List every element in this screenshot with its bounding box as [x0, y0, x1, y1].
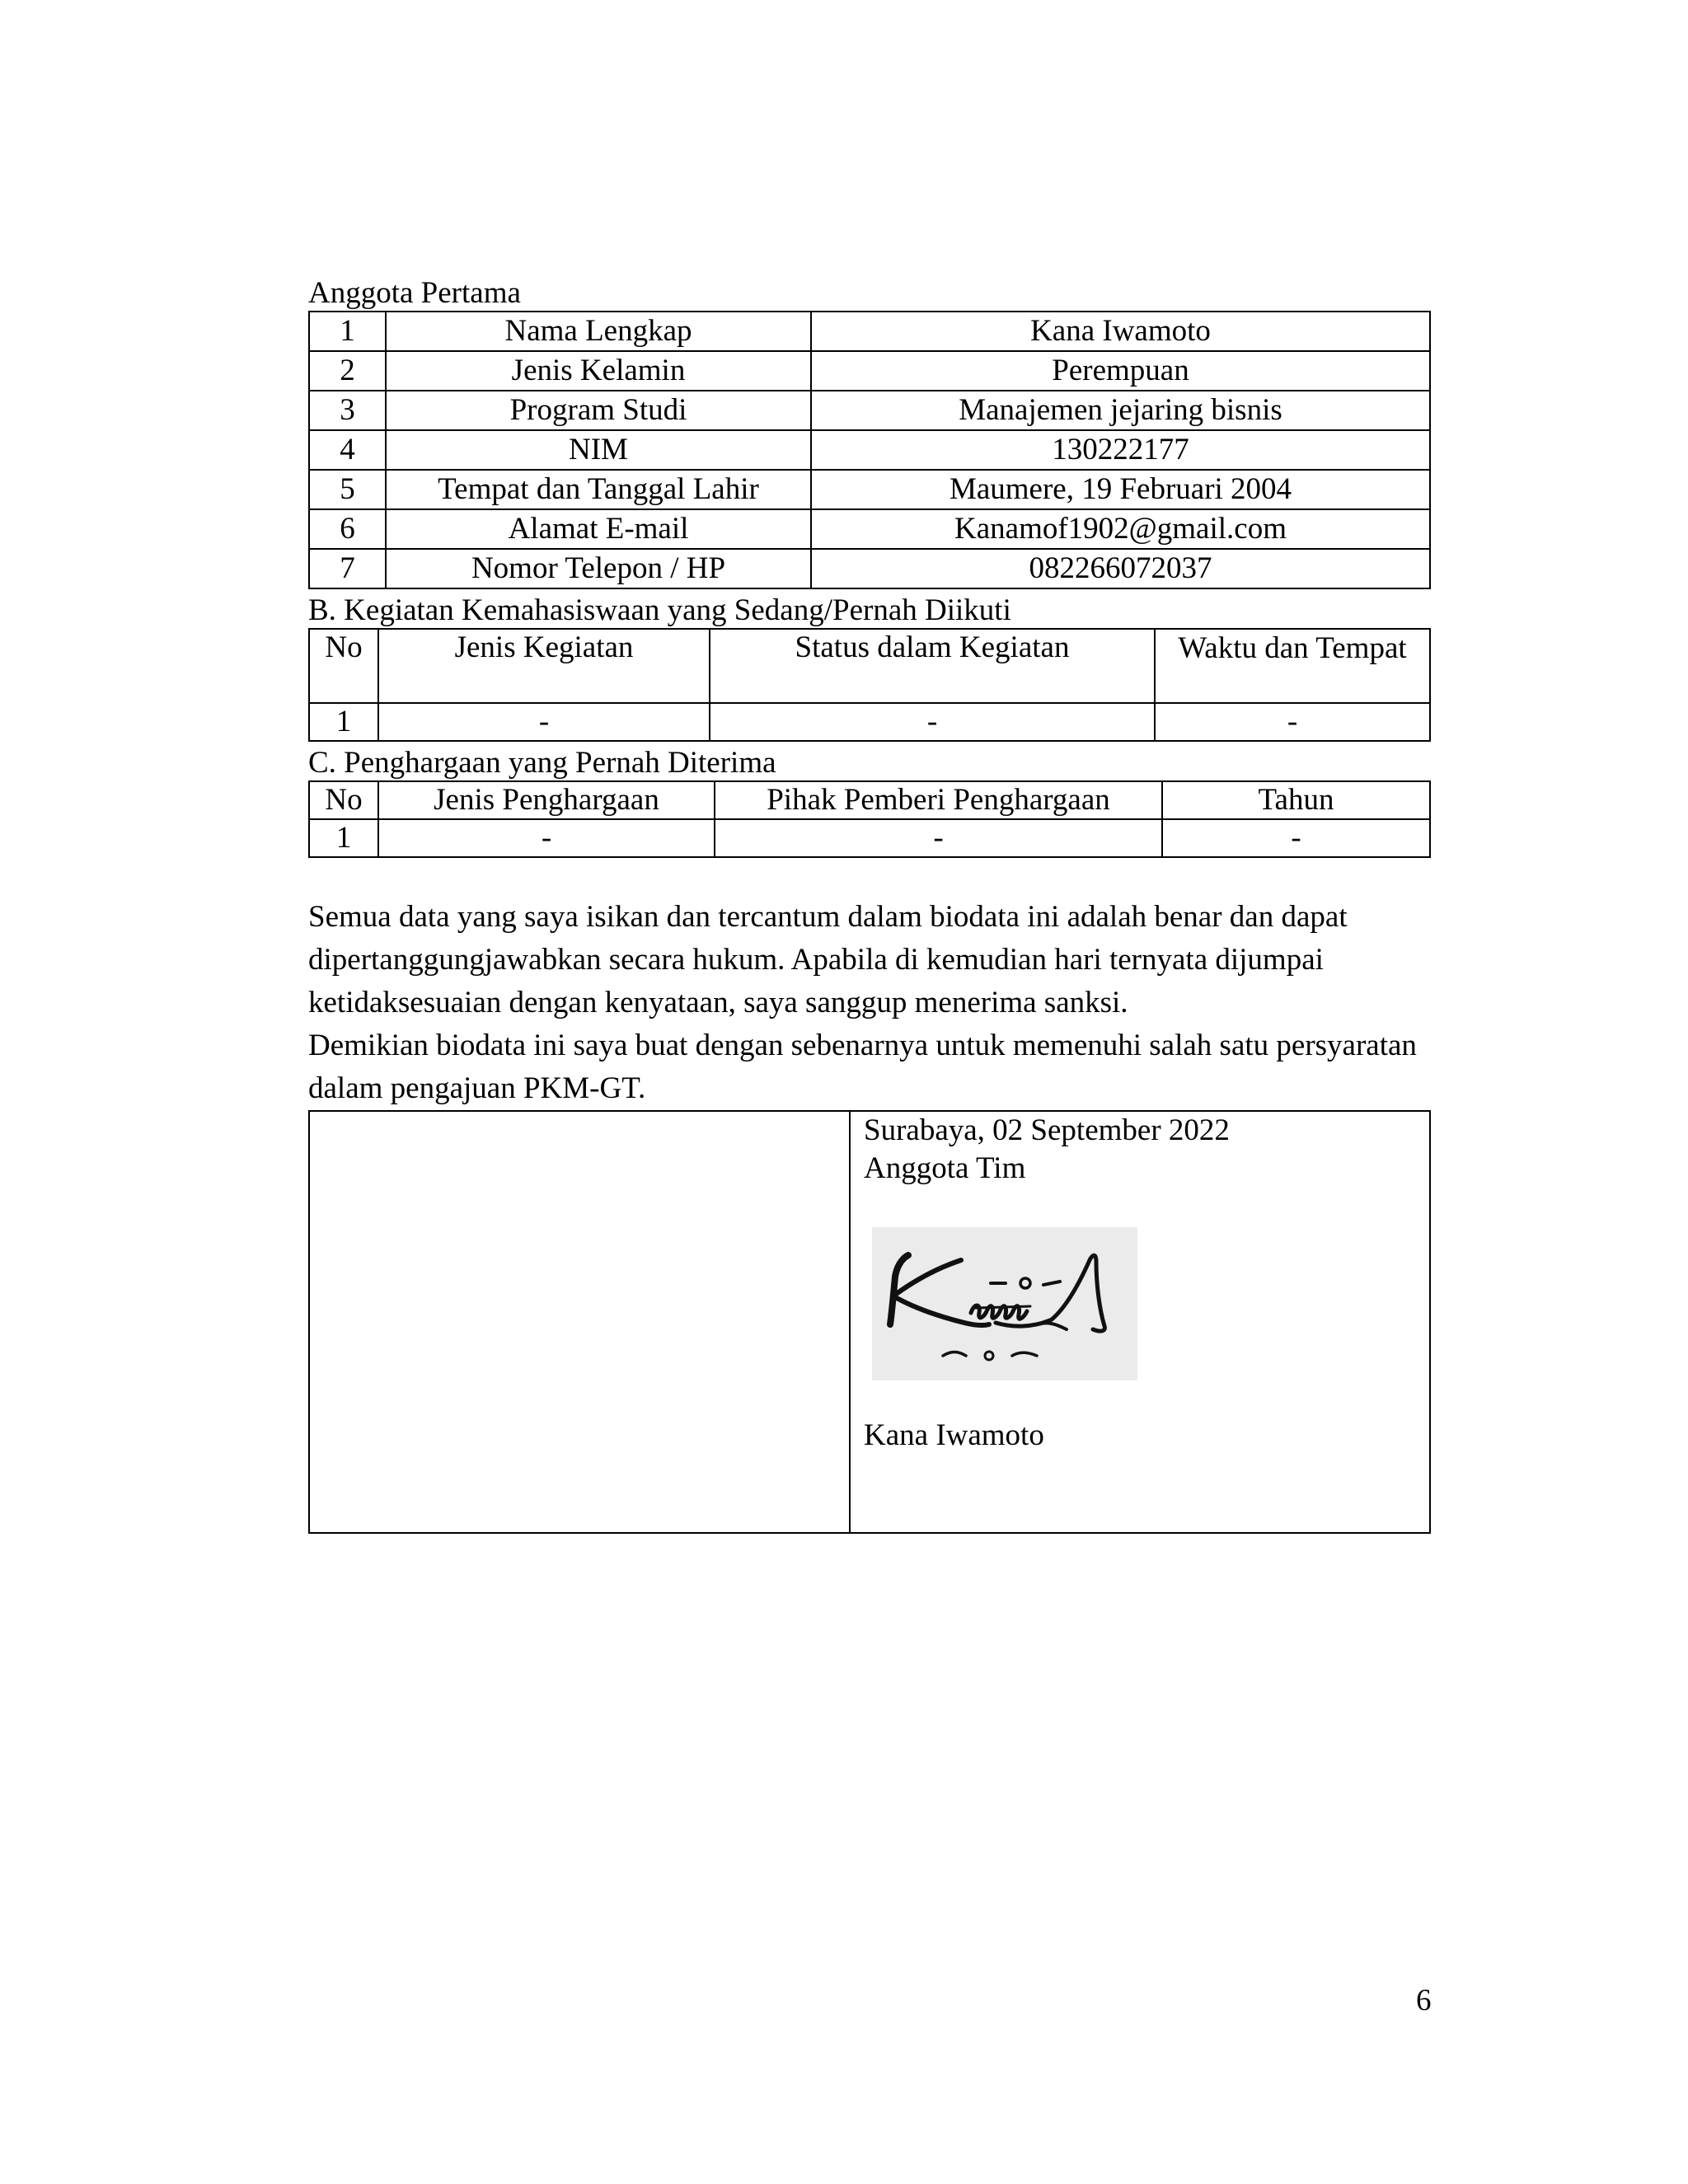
field-value: Perempuan [811, 351, 1430, 391]
place-date: Surabaya, 02 September 2022 [864, 1113, 1230, 1147]
table-row [309, 391, 1430, 430]
activities-section-caption: B. Kegiatan Kemahasiswaan yang Sedang/Pernah Diikuti [308, 593, 1011, 627]
table-row [309, 819, 1430, 857]
column-header-time-place: Waktu dan Tempat [1155, 629, 1430, 703]
table-row [309, 470, 1430, 509]
declaration-statement [308, 896, 1431, 1110]
awards-table [308, 780, 1431, 858]
field-label: Nama Lengkap [386, 312, 811, 351]
document-page [308, 272, 1431, 1534]
row-number: 5 [309, 470, 386, 509]
table-row [309, 312, 1430, 351]
member-section-caption: Anggota Pertama [308, 276, 521, 310]
signature-table [308, 1110, 1431, 1534]
column-header-award-giver: Pihak Pemberi Penghargaan [715, 781, 1162, 819]
row-number: 3 [309, 391, 386, 430]
column-header-year: Tahun [1162, 781, 1430, 819]
field-label: Tempat dan Tanggal Lahir [386, 470, 811, 509]
table-row [309, 549, 1430, 588]
table-cell: 1 [309, 819, 378, 857]
activities-table [308, 628, 1431, 742]
column-header-status: Status dalam Kegiatan [710, 629, 1155, 703]
empty-signature-cell [309, 1111, 850, 1533]
field-label: Nomor Telepon / HP [386, 549, 811, 588]
declaration-paragraph: Demikian biodata ini saya buat dengan sebenarnya untuk memenuhi salah satu persyaratan dalam pengajuan PKM-GT. [308, 1029, 1417, 1105]
table-row [309, 509, 1430, 549]
row-number: 6 [309, 509, 386, 549]
field-label: NIM [386, 430, 811, 470]
signature-drawing [872, 1227, 1137, 1380]
row-number: 2 [309, 351, 386, 391]
column-header-no: No [309, 781, 378, 819]
column-header-award-type: Jenis Penghargaan [378, 781, 715, 819]
field-value: 130222177 [811, 430, 1430, 470]
table-row [309, 351, 1430, 391]
row-number: 7 [309, 549, 386, 588]
field-value: Maumere, 19 Februari 2004 [811, 470, 1430, 509]
field-value: 082266072037 [811, 549, 1430, 588]
table-cell: - [715, 819, 1162, 857]
field-value: Kana Iwamoto [811, 312, 1430, 351]
table-cell: - [1162, 819, 1430, 857]
column-header-activity-type: Jenis Kegiatan [378, 629, 710, 703]
declaration-paragraph: Semua data yang saya isikan dan tercantum dalam biodata ini adalah benar dan dapat dipertanggungjawabkan secara hukum. Apabila di kemudian hari ternyata dijumpai ketidaksesuaian dengan kenyataan, saya sanggup menerima sanksi. [308, 900, 1348, 1019]
field-value: Kanamof1902@gmail.com [811, 509, 1430, 549]
table-header-row [309, 781, 1430, 819]
field-value: Manajemen jejaring bisnis [811, 391, 1430, 430]
handwritten-signature [872, 1227, 1137, 1380]
member-biodata-table [308, 311, 1431, 589]
signer-role: Anggota Tim [864, 1151, 1026, 1185]
awards-section-caption: C. Penghargaan yang Pernah Diterima [308, 746, 776, 780]
signer-name: Kana Iwamoto [864, 1418, 1044, 1452]
table-cell: - [1155, 703, 1430, 741]
table-row [309, 1111, 1430, 1533]
column-header-no: No [309, 629, 378, 703]
field-label: Jenis Kelamin [386, 351, 811, 391]
table-cell: 1 [309, 703, 378, 741]
table-cell: - [378, 819, 715, 857]
table-cell: - [378, 703, 710, 741]
table-row [309, 430, 1430, 470]
table-row [309, 703, 1430, 741]
signature-cell [850, 1111, 1430, 1533]
page-number: 6 [1416, 1984, 1432, 2018]
row-number: 1 [309, 312, 386, 351]
table-cell: - [710, 703, 1155, 741]
table-header-row [309, 629, 1430, 703]
field-label: Program Studi [386, 391, 811, 430]
row-number: 4 [309, 430, 386, 470]
field-label: Alamat E-mail [386, 509, 811, 549]
